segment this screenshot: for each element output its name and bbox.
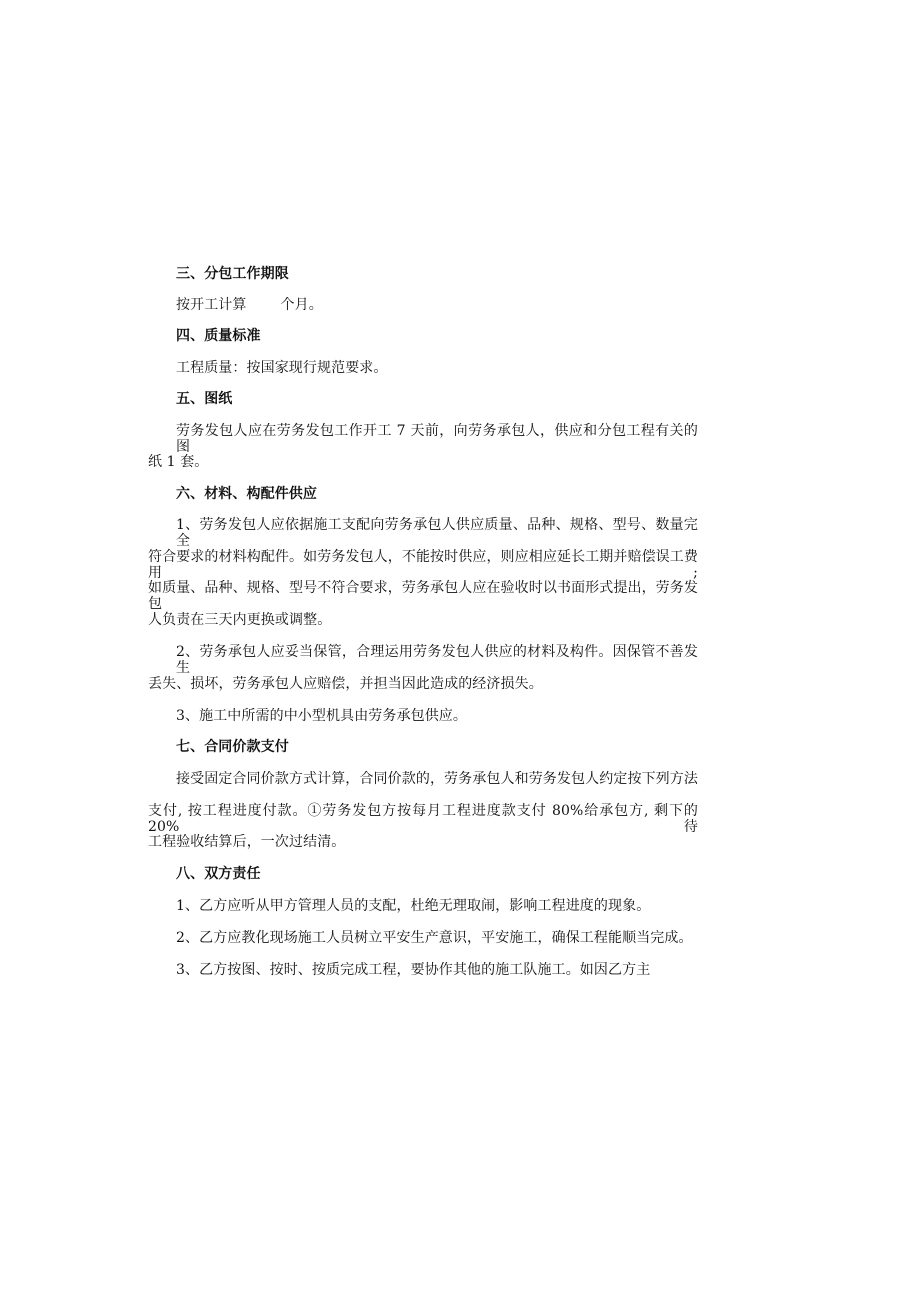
section-8-line-1: 1、乙方应听从甲方管理人员的支配，杜绝无理取闹，影响工程进度的现象。 xyxy=(176,898,651,914)
section-5-line-2: 纸 1 套。 xyxy=(148,454,209,470)
duration-suffix: 个月。 xyxy=(280,297,323,313)
section-heading-3: 三、分包工作期限 xyxy=(176,266,289,282)
section-6-p1-line-2: 符合要求的材料构配件。如劳务发包人，不能按时供应，则应相应延长工期并赔偿误工费用; xyxy=(148,549,698,581)
section-6-p1-line-3: 如质量、品种、规格、型号不符合要求，劳务承包人应在验收时以书面形式提出，劳务发包 xyxy=(148,580,698,612)
section-6-p2-line-2: 丢失、损坏，劳务承包人应赔偿，并担当因此造成的经济损失。 xyxy=(148,676,543,692)
section-heading-4: 四、质量标准 xyxy=(176,328,261,344)
duration-prefix: 按开工计算 xyxy=(176,297,247,313)
section-6-p3-line-1: 3、施工中所需的中小型机具由劳务承包供应。 xyxy=(176,708,468,724)
section-7-line-3: 工程验收结算后，一次过结清。 xyxy=(148,834,346,850)
section-8-line-2: 2、乙方应教化现场施工人员树立平安生产意识，平安施工，确保工程能顺当完成。 xyxy=(176,930,693,946)
section-6-p2-line-1: 2、劳务承包人应妥当保管，合理运用劳务发包人供应的材料及构件。因保管不善发生 xyxy=(176,644,698,676)
section-heading-5: 五、图纸 xyxy=(176,391,233,407)
section-3-text xyxy=(176,297,698,313)
section-8-line-3: 3、乙方按图、按时、按质完成工程，要协作其他的施工队施工。如因乙方主 xyxy=(176,962,651,978)
section-heading-6: 六、材料、构配件供应 xyxy=(176,486,317,502)
section-7-line-2: 支付, 按工程进度付款。①劳务发包方按每月工程进度款支付 80%给承包方, 剩下的 20%待 xyxy=(148,803,698,835)
section-5-line-1: 劳务发包人应在劳务发包工作开工 7 天前，向劳务承包人，供应和分包工程有关的图 xyxy=(176,423,698,455)
section-4-text: 工程质量：按国家现行规范要求。 xyxy=(176,360,388,376)
section-6-p1-line-1: 1、劳务发包人应依据施工支配向劳务承包人供应质量、品种、规格、型号、数量完全 xyxy=(176,517,698,549)
section-6-p1-line-4: 人负责在三天内更换或调整。 xyxy=(148,612,332,628)
section-heading-8: 八、双方责任 xyxy=(176,866,261,882)
section-heading-7: 七、合同价款支付 xyxy=(176,739,289,755)
section-7-line-1: 接受固定合同价款方式计算，合同价款的，劳务承包人和劳务发包人约定按下列方法 xyxy=(176,771,698,787)
